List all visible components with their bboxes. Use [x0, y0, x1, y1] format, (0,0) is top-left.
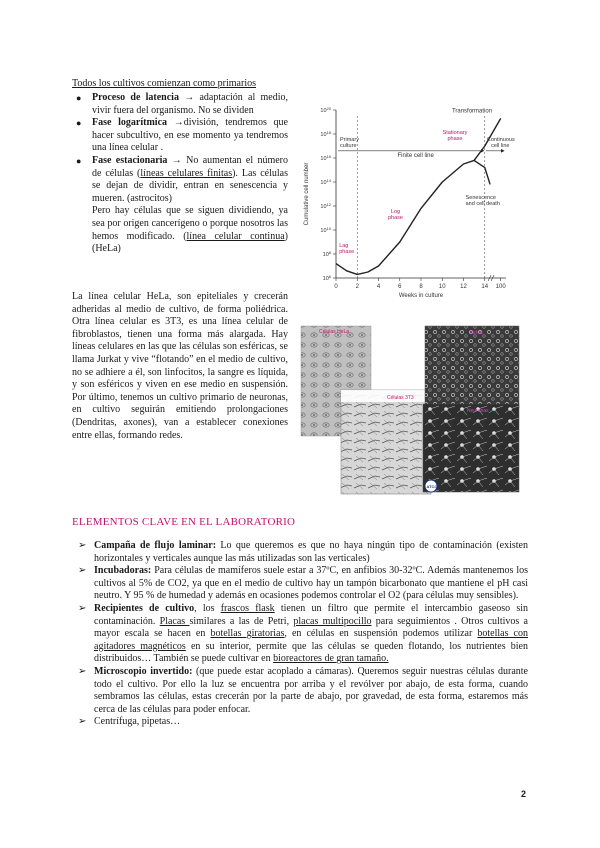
y-tick-label: $10^{16}$ — [320, 154, 331, 162]
x-tick-label: 0 — [334, 284, 338, 290]
annotation-lag-phase: Lag — [339, 242, 349, 249]
arrow-bullet-icon: ➢ — [78, 565, 87, 577]
growth-curve-chart — [296, 100, 526, 305]
x-tick-label: 8 — [419, 284, 423, 290]
bullet-icon: ● — [76, 93, 82, 103]
bullet-icon: ● — [76, 155, 82, 166]
y-tick-label: $10^{12}$ — [320, 202, 331, 210]
item-text: , en células en suspensión podemos utilizar — [284, 628, 478, 640]
item-title: Campaña de flujo laminar: — [94, 540, 217, 551]
annotation-primary-culture-2: culture — [340, 143, 357, 150]
x-tick-label: 14 — [481, 284, 489, 290]
y-tick-label: $10^8$ — [322, 250, 331, 258]
arrow-symbol: → — [171, 154, 182, 166]
phase-text: ). Las células se dejan de dividir, entran en senescencia y mueren. (astrocitos) — [92, 167, 288, 204]
item-text-underlined: botellas giratorias — [210, 628, 285, 640]
list-item-centrifuge — [78, 716, 528, 729]
micrograph-label-3t3: Células 3T3 — [387, 395, 414, 401]
cont-text: Pero hay células que se siguen dividiendo, ya sea por origen cancerígeno o porque nosotros las hemos modificado. ( — [92, 205, 288, 242]
micrograph-label-neurons: Neuronas — [467, 408, 489, 414]
y-tick-label: $10^{20}$ — [320, 106, 331, 114]
annotation-senescence: Senescence — [465, 194, 496, 201]
y-tick-label: $10^{14}$ — [320, 178, 331, 186]
annotation-continuous-cell-line-2: cell line — [491, 143, 510, 150]
list-item-incubators — [78, 565, 528, 603]
phase-text: adaptación al medio, vivir fuera del organismo. No se dividen — [92, 92, 288, 116]
annotation-senescence-2: and cell death — [465, 200, 500, 207]
series-line-senescence — [474, 160, 490, 184]
list-item-laminar-flow — [78, 540, 528, 565]
item-text: (que puede estar acoplado a cámaras). Queremos seguir nuestras células durante todo el cultivo. Por ello la luz se encuentra por arriba y el revólver por abajo, de esta forma, cuando sembramos las células, estas crecerán por la parte de abajo, por gravedad, de esta forma, estaremos más cerca de las células para poder enfocar. — [94, 665, 528, 715]
chart-plot-area — [304, 106, 515, 299]
phase-item-stationary — [72, 155, 288, 205]
item-title: Recipientes de cultivo — [94, 602, 195, 614]
cell-lines-paragraph: La línea celular HeLa, son epiteliales y crecerán adheridas al medio de cultivo, de forma poliédrica. Otra línea celular es 3T3, es una línea celular de fibroblastos, tienen una forma más alargada. Hay líneas celulares en las que las células son esféricas, se llama Jurkat y vive “flotando” en el medio de cultivo, no se adhiere a él, son linfocitos, la sangre es líquida, y son esféricos y viven en ese medio en suspensión. Por último, tenemos un cultivo primario de neuronas, en cultivo seguirán emitiendo prolongaciones (Dendritas, axones), van a establecer conexiones entre ellas, formando redes. — [72, 291, 288, 441]
cont-text-end: ) (HeLa) — [92, 230, 288, 255]
continuous-line-paragraph — [72, 205, 288, 255]
x-tick-label: 4 — [376, 284, 381, 290]
annotation-lag-phase-2: phase — [339, 248, 355, 255]
item-text: para seguimientos . Otros cultivos a mayor escala se hacen en — [94, 615, 528, 640]
annotation-stationary-phase-2: phase — [447, 136, 463, 142]
annotation-stationary-phase: Stationary — [442, 130, 468, 136]
item-text: similares a las de Petri, — [189, 615, 294, 627]
series-line-growth — [336, 160, 474, 274]
y-tick-label: $10^{18}$ — [320, 130, 331, 138]
item-text-underlined: Placas — [159, 615, 190, 627]
annotation-continuous-cell-line: Continuous — [486, 137, 515, 144]
micrograph-3t3 — [341, 390, 431, 494]
arrow-bullet-icon: ➢ — [78, 716, 87, 728]
item-text-underlined: botellas con agitadores magnéticos — [94, 628, 528, 652]
atcc-logo — [425, 480, 437, 492]
annotation-primary-culture: Primary — [340, 137, 359, 144]
item-text-underlined: bioreactores de gran tamaño. — [273, 653, 389, 665]
lab-elements-list — [78, 540, 528, 729]
phase-item-latency — [72, 92, 288, 117]
bullet-icon: ● — [76, 118, 82, 129]
list-item-inverted-microscope — [78, 666, 528, 716]
item-text: tienen un filtro que permite el intercambio gaseoso sin contaminación. — [94, 602, 529, 627]
micrograph-label-hela: Células HeLa — [319, 329, 350, 335]
item-text: Lo que queremos es que no haya ningún tipo de contaminación (existen horizontales y verticales aunque las más utilizadas son las verticales) — [94, 540, 528, 564]
phase-list-column — [72, 92, 288, 256]
phase-text: No aumentan el número de células ( — [92, 154, 289, 179]
annotation-finite-cell-line: Finite cell line — [397, 152, 434, 159]
x-tick-label: 10 — [438, 284, 446, 290]
item-text: , los — [194, 602, 221, 614]
x-tick-label: 100 — [495, 284, 506, 290]
item-text: Centrífuga, pipetas… — [94, 716, 181, 728]
micrograph-neurons — [423, 404, 519, 492]
section-title-lab-elements: ELEMENTOS CLAVE EN EL LABORATORIO — [72, 516, 296, 528]
x-axis-label: Weeks in culture — [398, 293, 444, 299]
arrow-bullet-icon: ➢ — [78, 602, 87, 614]
micrograph-jurkat — [425, 326, 519, 408]
annotation-log-phase-2: phase — [388, 215, 403, 222]
section-heading-primary-cultures: Todos los cultivos comienzan como primarios — [72, 78, 256, 89]
phase-title: Proceso de latencia — [92, 92, 179, 103]
phase-text-underlined: líneas celulares finitas — [140, 167, 233, 179]
list-item-culture-vessels — [78, 603, 528, 666]
item-text-underlined: frascos flask — [220, 602, 275, 614]
x-tick-label: 6 — [398, 284, 402, 290]
item-title: Incubadoras: — [94, 565, 152, 577]
arrow-symbol: → — [173, 117, 184, 129]
x-tick-label: 2 — [355, 284, 359, 290]
arrow-bullet-icon: ➢ — [78, 665, 87, 677]
y-tick-label: $10^{10}$ — [320, 226, 331, 234]
micrograph-label-jurkat: Jurkat — [469, 330, 483, 336]
arrow-bullet-icon: ➢ — [78, 540, 87, 551]
item-text: Para células de mamíferos suele estar a 37ºC, en anfibios 30-32ºC. Además mantenemos los cultivos al 5% de CO2, ya que en el medio de cultivo hay un tampón bicarbonato que mantiene el pH casi neutro. Y 95 % de humedad y además en ocasiones podemos controlar el O2 (para células muy sensibles). — [94, 565, 528, 602]
phase-title: Fase estacionaria — [92, 154, 168, 166]
item-title: Microscopio invertido: — [94, 665, 193, 677]
x-tick-label: 12 — [460, 284, 467, 290]
arrow-symbol: → — [184, 92, 195, 103]
phase-text: división, tendremos que hacer subcultivo, en ese momento ya tendremos una línea celular . — [92, 117, 288, 154]
cell-micrographs-figure — [297, 320, 523, 496]
atcc-logo-text: ATCC — [426, 484, 438, 489]
annotation-transformation: Transformation — [451, 108, 493, 115]
item-text: en su interior, permite que las células se queden flotando, los nutrientes bien distribuidos… También se puede cultivar en — [94, 640, 528, 665]
y-tick-label: $10^6$ — [322, 274, 331, 282]
item-text-underlined: placas multipocillo — [293, 615, 372, 627]
annotation-log-phase: Log — [390, 209, 401, 216]
phase-item-log — [72, 117, 288, 155]
y-axis-label: Cumulative cell number — [304, 162, 310, 226]
page-number: 2 — [521, 789, 527, 799]
phase-title: Fase logarítmica — [92, 117, 168, 129]
cont-text-underlined: línea celular continua — [186, 230, 285, 242]
